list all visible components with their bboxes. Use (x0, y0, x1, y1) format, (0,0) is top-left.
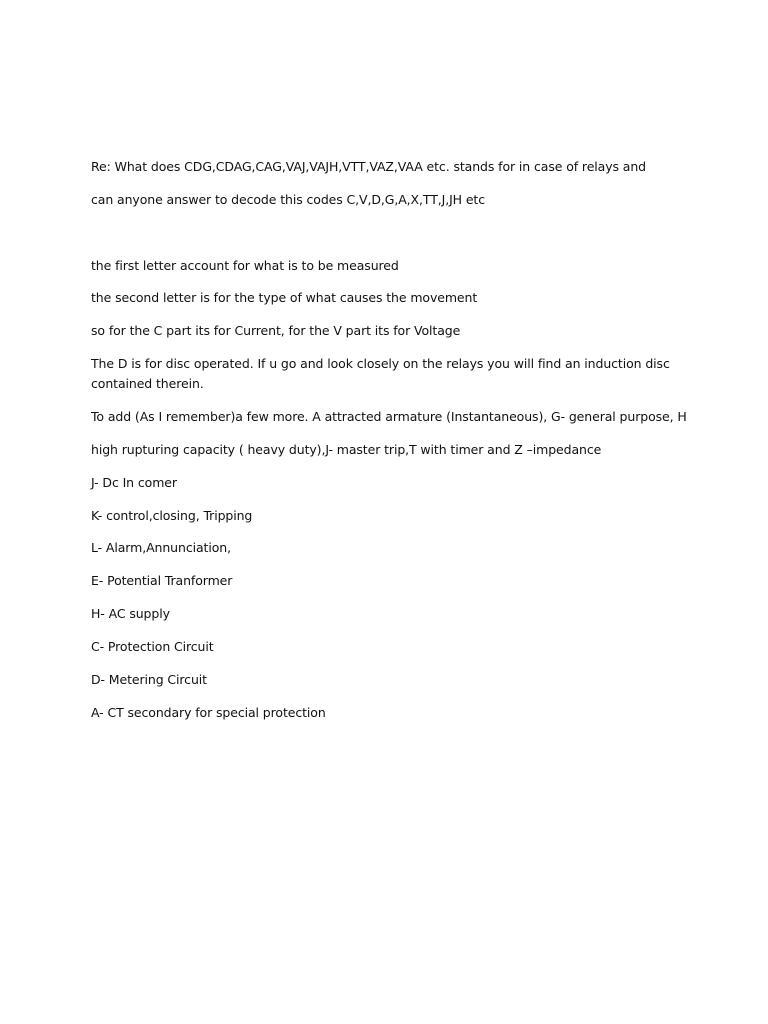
code-item-j: J- Dc In comer (91, 475, 177, 490)
code-item-h: H- AC supply (91, 606, 170, 621)
question-line-2: can anyone answer to decode this codes C,V,D,G,A,X,TT,J,JH etc (91, 192, 485, 207)
code-item-a: A- CT secondary for special protection (91, 705, 326, 720)
code-item-l: L- Alarm,Annunciation, (91, 540, 231, 555)
answer-line-1: the first letter account for what is to be measured (91, 258, 399, 273)
question-line-1: Re: What does CDG,CDAG,CAG,VAJ,VAJH,VTT,VAZ,VAA etc. stands for in case of relays and (91, 159, 647, 174)
code-item-k: K- control,closing, Tripping (91, 508, 253, 523)
code-item-c: C- Protection Circuit (91, 639, 214, 654)
answer-line-rupturing: high rupturing capacity ( heavy duty),J- master trip,T with timer and Z –impedance (91, 442, 602, 457)
answer-line-3: so for the C part its for Current, for the V part its for Voltage (91, 323, 461, 338)
answer-line-2: the second letter is for the type of what causes the movement (91, 290, 478, 305)
answer-line-add: To add (As I remember)a few more. A attracted armature (Instantaneous), G- general purpose, H (91, 409, 687, 424)
answer-paragraph-disc: The D is for disc operated. If u go and look closely on the relays you will find an induction disc contained therein. (91, 356, 670, 391)
code-item-d: D- Metering Circuit (91, 672, 207, 687)
code-item-e: E- Potential Tranformer (91, 573, 233, 588)
